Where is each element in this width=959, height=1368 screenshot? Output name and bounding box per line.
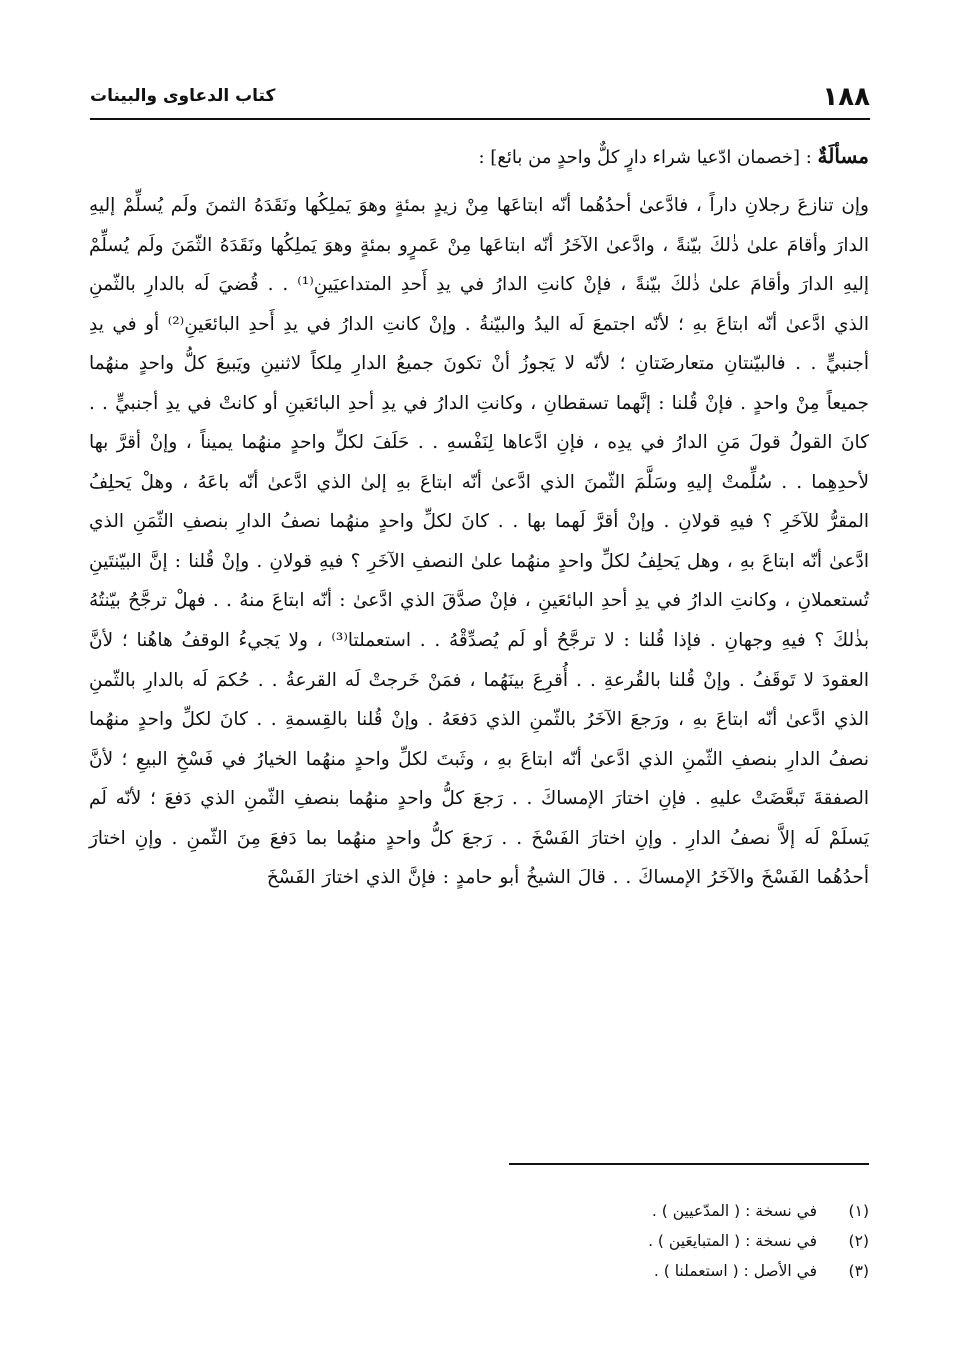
page-number: ١٨٨ [822, 82, 870, 112]
issue-keyword: مسألَةٌ [817, 144, 869, 168]
issue-heading [89, 140, 869, 174]
footnote-text: في نسخة : ( المتبايعَين ) . [648, 1232, 817, 1250]
footnote-1 [369, 1196, 869, 1226]
footnote-text: في نسخة : ( المدّعيين ) . [651, 1202, 817, 1220]
footnote-divider [509, 1163, 869, 1165]
footnote-3 [369, 1256, 869, 1286]
footnote-number: (٣) [848, 1262, 869, 1280]
footnote-number: (٢) [848, 1232, 869, 1250]
footnotes [369, 1196, 869, 1286]
footnote-text: في الأصل : ( استعملنا ) . [653, 1262, 817, 1280]
body-paragraph: وإن تنازعَ رجلانِ داراً ، فادَّعىٰ أحدُهُما أنّه ابتاعَها مِنْ زيدٍ بمئةٍ وهوَ يَملِكُها ونَقَدَهُ الثمنَ ولَم يُسلِّمْ إليهِ الدارَ وأقامَ علىٰ ذٰلكَ بيّنةً ، وادَّعىٰ الآخَرُ أنّه ابتاعَها مِنْ عَمرٍو بمئةٍ وهوَ يَملِكُها ونَقَدَهُ الثّمَنَ ولَم يُسلِّمْ إليهِ الدارَ وأقامَ علىٰ ذٰلكَ بيّنةً ، فإنْ كانتِ الدارُ في يدِ أَحدِ المتداعيَينِ⁽¹⁾ . . قُضيَ لَه بالدارِ بالثّمنِ الذي ادَّعىٰ أنّه ابتاعَ بهِ ؛ لأنّه اجتمعَ لَه اليدُ والبيّنةُ . وإنْ كانتِ الدارُ في يدِ أَحدِ البائعَينِ⁽²⁾ أو في يدِ أجنبيٍّ . . فالبيّنتانِ متعارضَتانِ ؛ لأنّه لا يَجوزُ أنْ تكونَ جميعُ الدارِ مِلكاً لاثنينِ ويَبيعَ كلُّ واحدٍ منهُما جميعاً مِنْ واحدٍ . فإنْ قُلنا : إنَّهما تسقطانِ ، وكانتِ الدارُ في يدِ أحدِ البائعَينِ أو كانتْ في يدِ أجنبيٍّ . . كانَ القولُ قولَ مَنِ الدارُ في يدِه ، فإنِ ادَّعاها لِنَفْسهِ . . حَلَفَ لكلِّ واحدٍ منهُما يميناً ، وإنْ أقرَّ بها لأحدِهِما . . سُلِّمتْ إليهِ وسَلَّمَ الثّمنَ الذي ادَّعىٰ أنّه ابتاعَ بهِ إلىٰ الذي ادَّعىٰ أنّه باعَهُ ، وهلْ يَحلِفُ المقرُّ للآخَرِ ؟ فيهِ قولانِ . وإنْ أقرَّ لَهما بها . . كانَ لكلِّ واحدٍ منهُما نصفُ الدارِ بنصفِ الثّمَنِ الذي ادَّعىٰ أنّه ابتاعَ بهِ ، وهل يَحلِفُ لكلِّ واحدٍ منهُما علىٰ النصفِ الآخَرِ ؟ فيهِ قولانِ . وإنْ قُلنا : إنَّ البيّنتَينِ تُستعملانِ ، وكانتِ الدارُ في يدِ أحدِ البائعَينِ ، فإنْ صدَّقَ الذي ادَّعىٰ : أنّه ابتاعَ منهُ . . فهلْ ترجَّحُ بيّنتُهُ بذٰلكَ ؟ فيهِ وجهانِ . فإذا قُلنا : لا ترجَّحُ أو لَم يُصدِّقْهُ . . استعملتا⁽³⁾ ، ولا يَجيءُ الوقفُ هاهُنا ؛ لأنَّ العقودَ لا تَوقَفُ . وإنْ قُلنا بالقُرعةِ . . أُقرِعَ بينَهُما ، فمَنْ خَرجتْ لَه القرعةُ . . حُكمَ لَه بالدارِ بالثّمنِ الذي ادَّعىٰ أنّه ابتاعَ بهِ ، ورَجعَ الآخَرُ بالثّمنِ الذي دَفعَهُ . وإنْ قُلنا بالقِسمةِ . . كانَ لكلِّ واحدٍ منهُما نصفُ الدارِ بنصفِ الثّمنِ الذي ادَّعىٰ أنّه ابتاعَ بهِ ، وثَبتَ لكلِّ واحدٍ منهُما الخيارُ في فَسْخِ البيعِ ؛ لأنَّ الصفقةَ تَبعَّضَتْ عليهِ . فإنِ اختارَ الإمساكَ . . رَجعَ كلُّ واحدٍ منهُما بنصفِ الثّمنِ الذي دَفعَ ؛ لأنّه لَم يَسلَمْ لَه إلاَّ نصفُ الدارِ . وإنِ اختارَ الفَسْخَ . . رَجعَ كلُّ واحدٍ منهُما بما دَفعَ مِنَ الثّمنِ . وإنِ اختارَ أحدُهُما الفَسْخَ والآخَرُ الإمساكَ . . قالَ الشيخُ أبو حامدٍ : فإنَّ الذي اختارَ الفَسْخَ [89, 195, 869, 889]
book-title: كتاب الدعاوى والبينات [90, 86, 276, 106]
footnote-2 [369, 1226, 869, 1256]
body-text [89, 186, 869, 898]
header-divider [90, 118, 870, 120]
issue-title: : [خصمان ادّعيا شراء دارٍ كلٌّ واحدٍ من بائع] : [478, 147, 812, 168]
footnote-number: (١) [848, 1202, 869, 1220]
running-head [90, 82, 870, 116]
